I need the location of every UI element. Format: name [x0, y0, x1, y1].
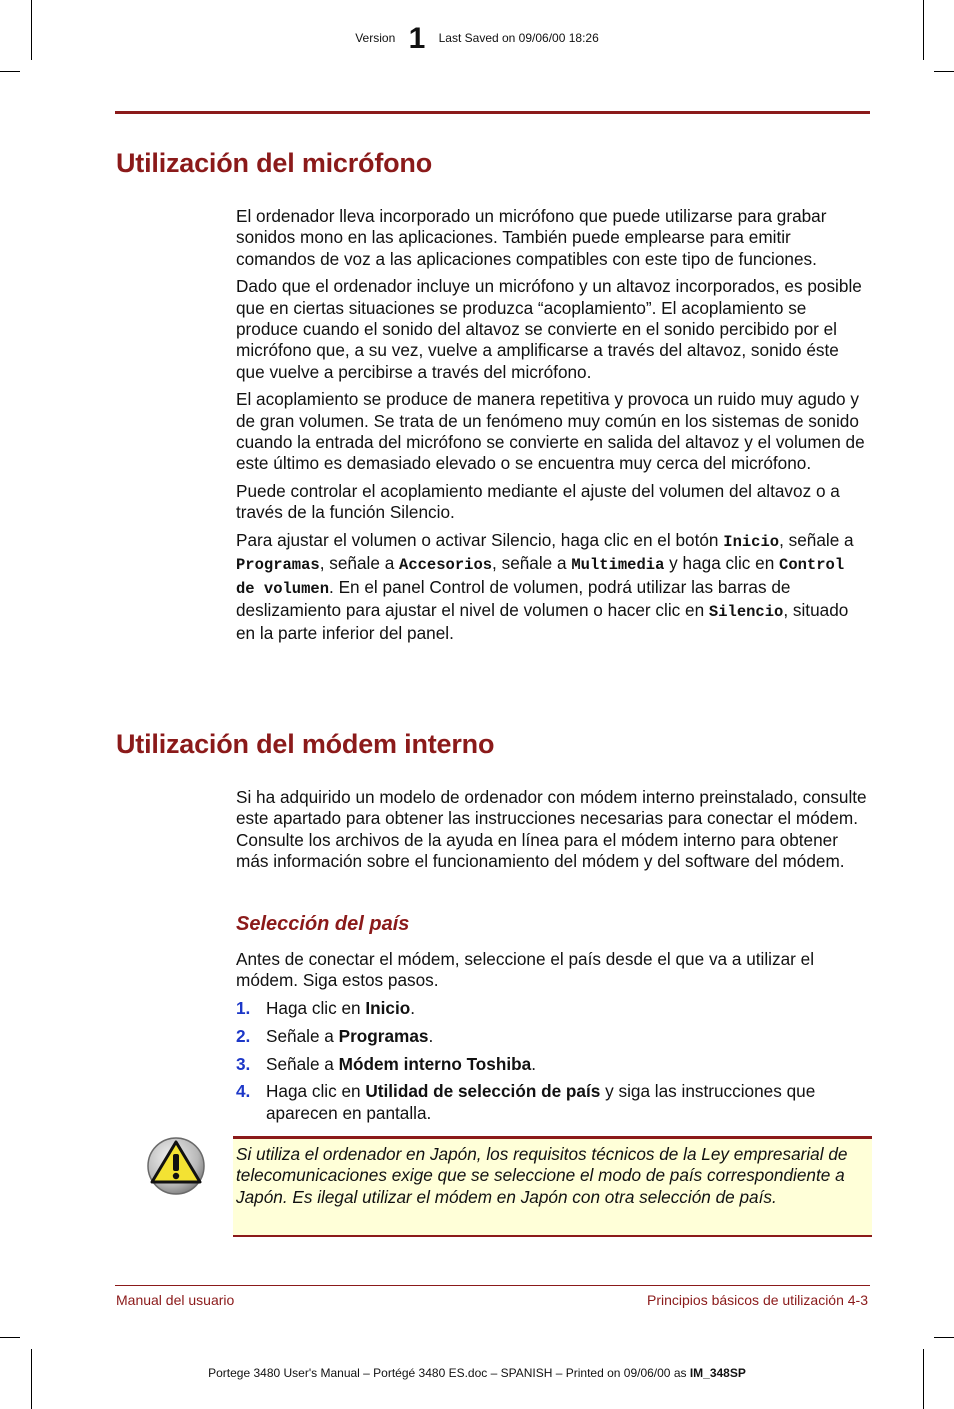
paragraph: Si ha adquirido un modelo de ordenador con módem interno preinstalado, consulte este apartado para obtener las instrucciones necesarias para conectar el módem. Consulte los archivos de la ayuda en línea para el módem interno para obtener más información sobre el funcionamiento del módem y del software del módem. — [236, 787, 867, 871]
paragraph: Antes de conectar el módem, seleccione el país desde el que va a utilizar el módem. Siga estos pasos. — [236, 949, 815, 991]
footer-chapter-page: Principios básicos de utilización 4-3 — [647, 1292, 868, 1308]
menu-name-inicio: Inicio — [723, 533, 780, 552]
subsection-body-country — [236, 949, 870, 1131]
steps-list — [236, 998, 870, 1124]
text-run: . — [410, 998, 416, 1019]
list-item — [236, 998, 870, 1019]
menu-name-multimedia: Multimedia — [571, 556, 665, 575]
text-run: , señale a — [492, 553, 572, 574]
paragraph-volume-instructions — [236, 530, 870, 644]
crop-mark — [934, 71, 954, 72]
text-run: . — [531, 1053, 536, 1074]
print-info: Portege 3480 User's Manual – Portégé 3480 ES.doc – SPANISH – Printed on 09/06/00 as — [208, 1366, 690, 1380]
footer-rule — [115, 1285, 870, 1286]
text-run: Haga clic en — [266, 998, 366, 1019]
step-number: 4. — [236, 1081, 251, 1102]
print-code: IM_348SP — [689, 1366, 746, 1380]
version-label: Version — [355, 31, 396, 45]
text-run: Señale a — [266, 1025, 339, 1046]
section-body-microphone — [236, 206, 870, 651]
version-number: 1 — [408, 22, 426, 55]
section-title-microphone: Utilización del micrófono — [116, 148, 433, 178]
menu-name-programas: Programas — [236, 556, 320, 575]
warning-note-text: Si utiliza el ordenador en Japón, los requisitos técnicos de la Ley empresarial de telecomunicaciones exige que se seleccione el modo de país correspondiente a Japón. Es ilegal utilizar el módem en Japón con otra selección de país. — [236, 1144, 848, 1207]
text-run: , señale a — [779, 530, 854, 551]
ui-term: Inicio — [365, 998, 411, 1019]
menu-name-control-volumen: Control de volumen — [236, 556, 845, 598]
step-number: 2. — [236, 1025, 251, 1046]
ui-term: Programas — [338, 1025, 429, 1046]
footer-manual-title: Manual del usuario — [116, 1292, 235, 1308]
print-line — [0, 1366, 954, 1380]
text-run: y haga clic en — [664, 553, 780, 574]
paragraph: El acoplamiento se produce de manera repetitiva y provoca un ruido muy agudo y de gran volumen. Se trata de un fenómeno muy común en los sistemas de sonido cuando la entrada del micrófono se convierte en salida del altavoz y el volumen de este último es demasiado elevado o se encuentra muy cerca del micrófono. — [236, 389, 865, 474]
text-run: Haga clic en — [266, 1081, 366, 1102]
step-number: 1. — [236, 998, 251, 1019]
text-run: Señale a — [266, 1053, 339, 1074]
version-header — [0, 22, 954, 56]
list-item — [236, 1081, 870, 1124]
text-run: . En el panel Control de volumen, podrá utilizar las barras de deslizamiento para ajustar el nivel de volumen o hacer clic en — [236, 576, 791, 621]
paragraph: Puede controlar el acoplamiento mediante el ajuste del volumen del altavoz o a través de la función Silencio. — [236, 481, 840, 523]
crop-mark — [934, 1337, 954, 1338]
menu-name-accesorios: Accesorios — [399, 556, 493, 575]
menu-name-silencio: Silencio — [708, 603, 784, 622]
step-number: 3. — [236, 1053, 251, 1074]
crop-mark — [0, 1337, 20, 1338]
paragraph: El ordenador lleva incorporado un micrófono que puede utilizarse para grabar sonidos mono en las aplicaciones. También puede emplearse para emitir comandos de voz a las aplicaciones compatibles con este tipo de funciones. — [236, 206, 827, 269]
section-body-modem — [236, 787, 870, 879]
text-run: . — [428, 1025, 434, 1046]
header-rule — [115, 111, 870, 114]
paragraph: Dado que el ordenador incluye un micrófono y un altavoz incorporados, es posible que en ciertas situaciones se produzca “acoplamiento”. El acoplamiento se produce cuando el sonido del altavoz se convierte en el sonido percibido por el micrófono que, a su vez, vuelve a amplificarse a través del altavoz, sonido éste que vuelve a percibirse a través del micrófono. — [236, 276, 862, 382]
last-saved: Last Saved on 09/06/00 18:26 — [438, 31, 599, 45]
list-item — [236, 1026, 870, 1047]
text-run: y siga las instrucciones que aparecen en pantalla. — [266, 1081, 816, 1123]
subsection-title-country: Selección del país — [236, 913, 410, 935]
text-run: , señale a — [319, 553, 400, 574]
ui-term: Módem interno Toshiba — [338, 1053, 532, 1074]
warning-icon — [146, 1136, 206, 1196]
section-title-modem: Utilización del módem interno — [116, 729, 495, 759]
text-run: Para ajustar el volumen o activar Silencio, haga clic en el botón — [236, 530, 724, 551]
list-item — [236, 1054, 870, 1075]
crop-mark — [0, 71, 20, 72]
ui-term: Utilidad de selección de país — [365, 1081, 601, 1102]
text-run: , situado en la parte inferior del panel. — [236, 600, 849, 644]
